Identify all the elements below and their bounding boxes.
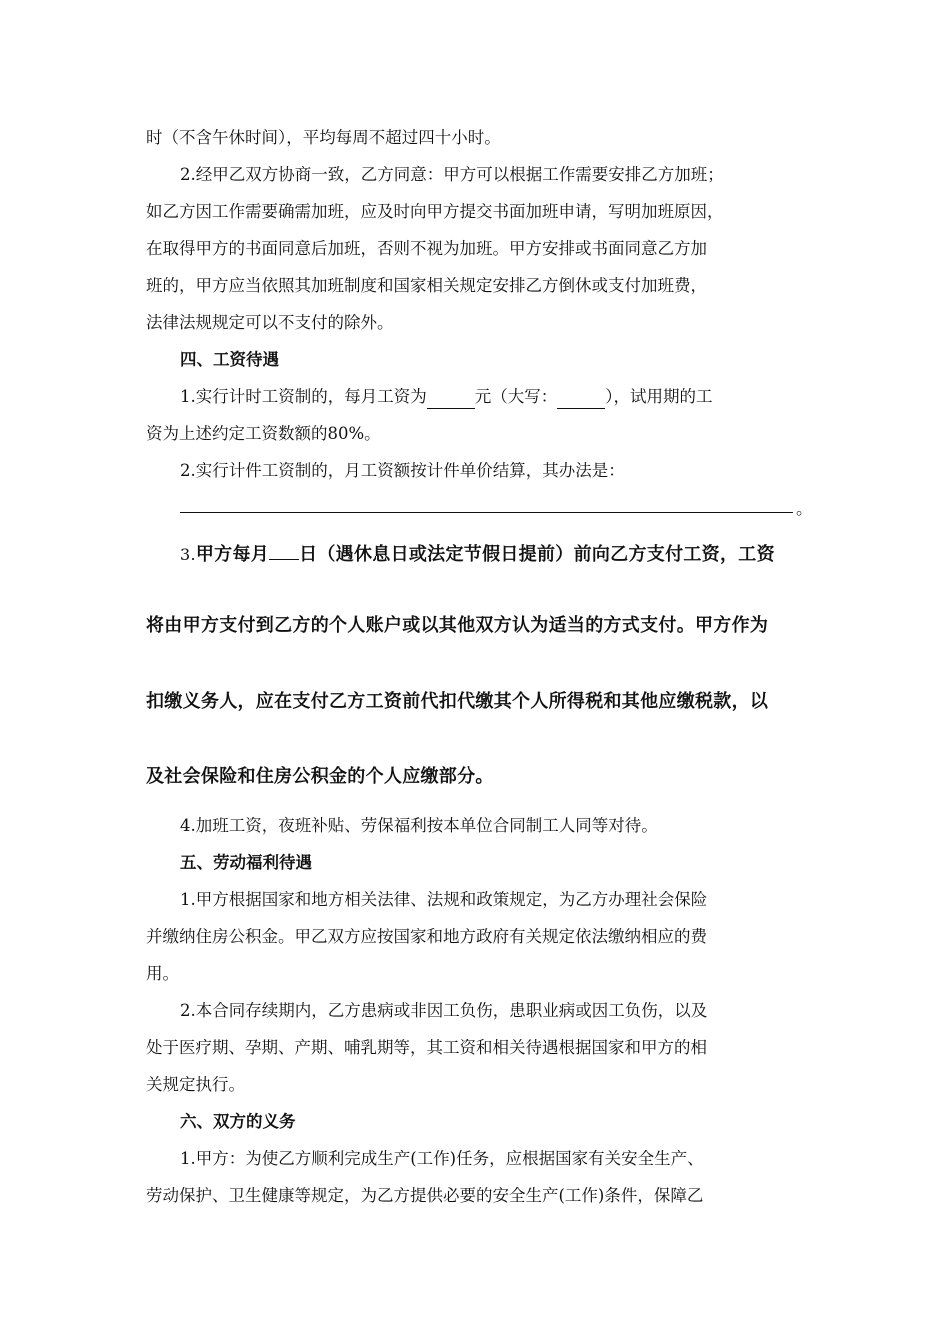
paragraph-line: 在取得甲方的书面同意后加班，否则不视为加班。甲方安排或书面同意乙方加 (146, 239, 707, 258)
paragraph-line: 处于医疗期、孕期、产期、哺乳期等，其工资和相关待遇根据国家和甲方的相 (146, 1038, 707, 1057)
wage-clause-3-text-a: 甲方每月 (195, 544, 270, 565)
section-heading-wages: 四、工资待遇 (180, 350, 279, 369)
paragraph-line: 时（不含午休时间），平均每周不超过四十小时。 (146, 128, 501, 147)
wage-clause-3-text-b: 日（遇休息日或法定节假日提前）前向乙方支付工资，工资 (299, 544, 775, 565)
wage-in-words-blank (557, 386, 605, 409)
wage-clause-1-text-b: 元（大写： (474, 387, 558, 406)
paragraph-line: 将由甲方支付到乙方的个人账户或以其他双方认为适当的方式支付。甲方作为 (146, 615, 769, 636)
paragraph-line: 资为上述约定工资数额的80%。 (146, 424, 381, 443)
paragraph-line: 及社会保险和住房公积金的个人应缴部分。 (146, 766, 494, 787)
wage-clause-3 (180, 541, 850, 566)
paragraph-line: 并缴纳住房公积金。甲乙双方应按国家和地方政府有关规定依法缴纳相应的费 (146, 927, 707, 946)
paragraph-line: 法律法规规定可以不支付的除外。 (146, 313, 394, 332)
pay-day-blank (269, 541, 299, 560)
paragraph-line: 如乙方因工作需要确需加班，应及时向甲方提交书面加班申请，写明加班原因， (146, 202, 724, 221)
wage-clause-4: 4.加班工资，夜班补贴、劳保福利按本单位合同制工人同等对待。 (180, 816, 658, 835)
paragraph-line: 扣缴义务人，应在支付乙方工资前代扣代缴其个人所得税和其他应缴税款，以 (146, 691, 769, 712)
wage-clause-1-text-c: ），试用期的工 (605, 387, 713, 406)
line-end-period: 。 (796, 499, 813, 518)
clause-number: 3. (180, 545, 196, 564)
paragraph-line: 1.甲方：为使乙方顺利完成生产(工作)任务，应根据国家有关安全生产、 (180, 1149, 704, 1168)
paragraph-line: 劳动保护、卫生健康等规定，为乙方提供必要的安全生产(工作)条件，保障乙 (146, 1186, 704, 1205)
paragraph-line: 关规定执行。 (146, 1075, 245, 1094)
piecework-method-blank-line (180, 512, 793, 513)
wage-clause-1-text-a: 1.实行计时工资制的，每月工资为 (180, 387, 427, 406)
paragraph-line: 用。 (146, 964, 179, 983)
paragraph-line: 2.本合同存续期内，乙方患病或非因工负伤，患职业病或因工负伤，以及 (180, 1001, 708, 1020)
monthly-wage-blank (427, 386, 475, 409)
section-heading-benefits: 五、劳动福利待遇 (180, 853, 312, 872)
wage-clause-2: 2.实行计件工资制的，月工资额按计件单价结算，其办法是： (180, 461, 625, 480)
wage-clause-1 (180, 386, 850, 409)
section-heading-obligations: 六、双方的义务 (180, 1112, 296, 1131)
paragraph-line: 班的，甲方应当依照其加班制度和国家相关规定安排乙方倒休或支付加班费， (146, 276, 707, 295)
paragraph-line: 1.甲方根据国家和地方相关法律、法规和政策规定，为乙方办理社会保险 (180, 890, 708, 909)
paragraph-line: 2.经甲乙双方协商一致，乙方同意：甲方可以根据工作需要安排乙方加班； (180, 165, 724, 184)
